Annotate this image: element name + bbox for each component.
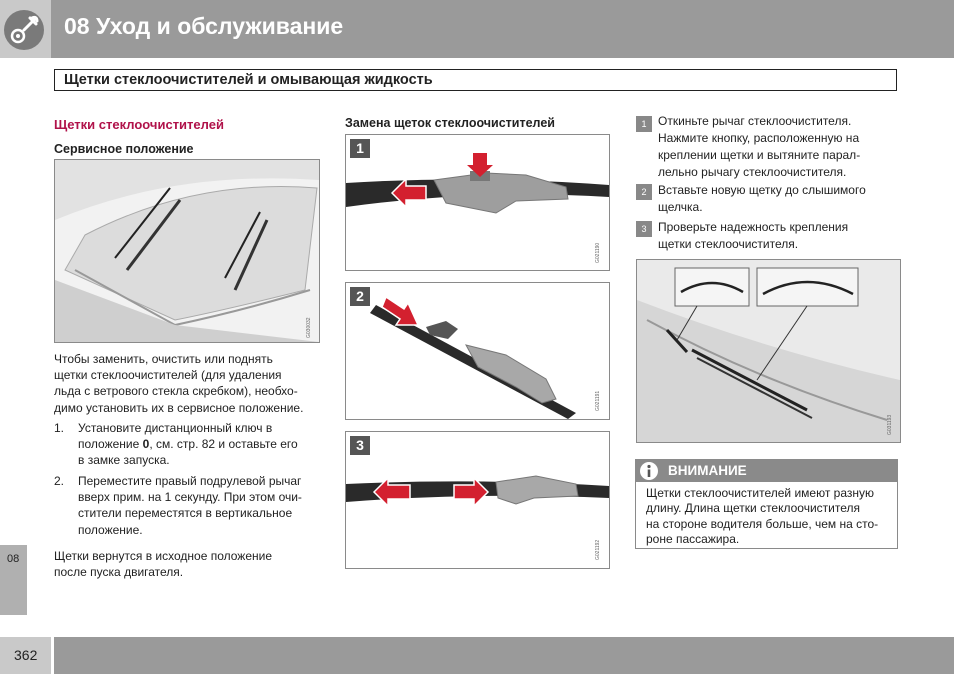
step-line: Переместите правый подрулевой рычаг [78,474,302,488]
outro-paragraph [54,548,324,580]
step-line: Вставьте новую щетку до слышимого [658,183,866,197]
outro-line: после пуска двигателя. [54,565,184,580]
step-badge: 2 [636,184,652,200]
intro-line: димо установить их в сервисное положение. [54,400,304,415]
step-line: стители переместятся в вертикальное [78,506,293,521]
photo-code: G021192 [595,539,601,560]
panel-number: 3 [350,436,370,455]
chapter-side-tab-label: 08 [7,553,20,565]
warning-title: ВНИМАНИЕ [668,463,747,478]
panel-number: 2 [350,287,370,306]
page-number: 362 [14,647,38,663]
service-position-photo [54,159,320,343]
photo-code: G030032 [306,317,312,338]
step-badge: 3 [636,221,652,237]
step-1-text [658,113,898,181]
service-position-heading: Сервисное положение [54,142,194,156]
warning-line: Щетки стеклоочистителей имеют разную [646,486,874,500]
wiper-step-3-illustration [345,431,610,569]
step-line: щетки стеклоочистителя. [658,237,799,251]
wiper-step-1-illustration [345,134,610,271]
step-line: Проверьте надежность крепления [658,220,849,234]
service-step-1 [54,420,324,469]
photo-code: G031193 [887,414,893,435]
warning-line: длину. Длина щетки стеклоочистителя [646,501,860,516]
step-line: в замке запуска. [78,453,170,468]
step-2-text [658,182,898,216]
warning-line: на стороне водителя больше, чем на сто- [646,516,879,531]
step-badge: 1 [636,116,652,132]
step-line: вверх прим. на 1 секунду. При этом очи- [78,490,302,505]
intro-paragraph [54,351,324,416]
warning-text [646,486,896,547]
step-line: Нажмите кнопку, расположенную на [658,131,860,145]
step-line: щелчка. [658,200,703,214]
step-line: лельно рычагу стеклоочистителя. [658,165,847,179]
intro-line: льда с ветрового стекла скребком), необхо- [54,384,298,399]
photo-code: G021190 [595,242,601,263]
section-title: Щетки стеклоочистителей и омывающая жидкость [64,72,433,88]
wrench-gear-icon [4,10,44,50]
step-line: Установите дистанционный ключ в [78,421,273,435]
step-number: 1. [54,421,65,435]
warning-line: роне пассажира. [646,531,740,546]
info-icon [639,461,659,481]
wipers-heading: Щетки стеклоочистителей [54,117,224,132]
photo-code: G021191 [595,390,601,411]
service-step-2 [54,473,324,538]
wiper-step-2-illustration [345,282,610,420]
step-number: 2. [54,474,65,488]
step-line: Откиньте рычаг стеклоочистителя. [658,114,852,128]
intro-line: щетки стеклоочистителей (для удаления [54,368,282,383]
step-line: положение. [78,522,143,537]
panel-number: 1 [350,139,370,158]
outro-line: Щетки вернутся в исходное положение [54,549,273,563]
footer-bar [54,637,954,674]
wiper-lengths-photo [636,259,901,443]
step-line: креплении щетки и вытяните парал- [658,148,861,162]
intro-line: Чтобы заменить, очистить или поднять [54,352,273,366]
step-3-text [658,219,898,253]
replace-wipers-heading: Замена щеток стеклоочистителей [345,116,555,130]
step-line: положение 0, см. стр. 82 и оставьте его [78,437,298,452]
chapter-title: 08 Уход и обслуживание [64,13,344,39]
